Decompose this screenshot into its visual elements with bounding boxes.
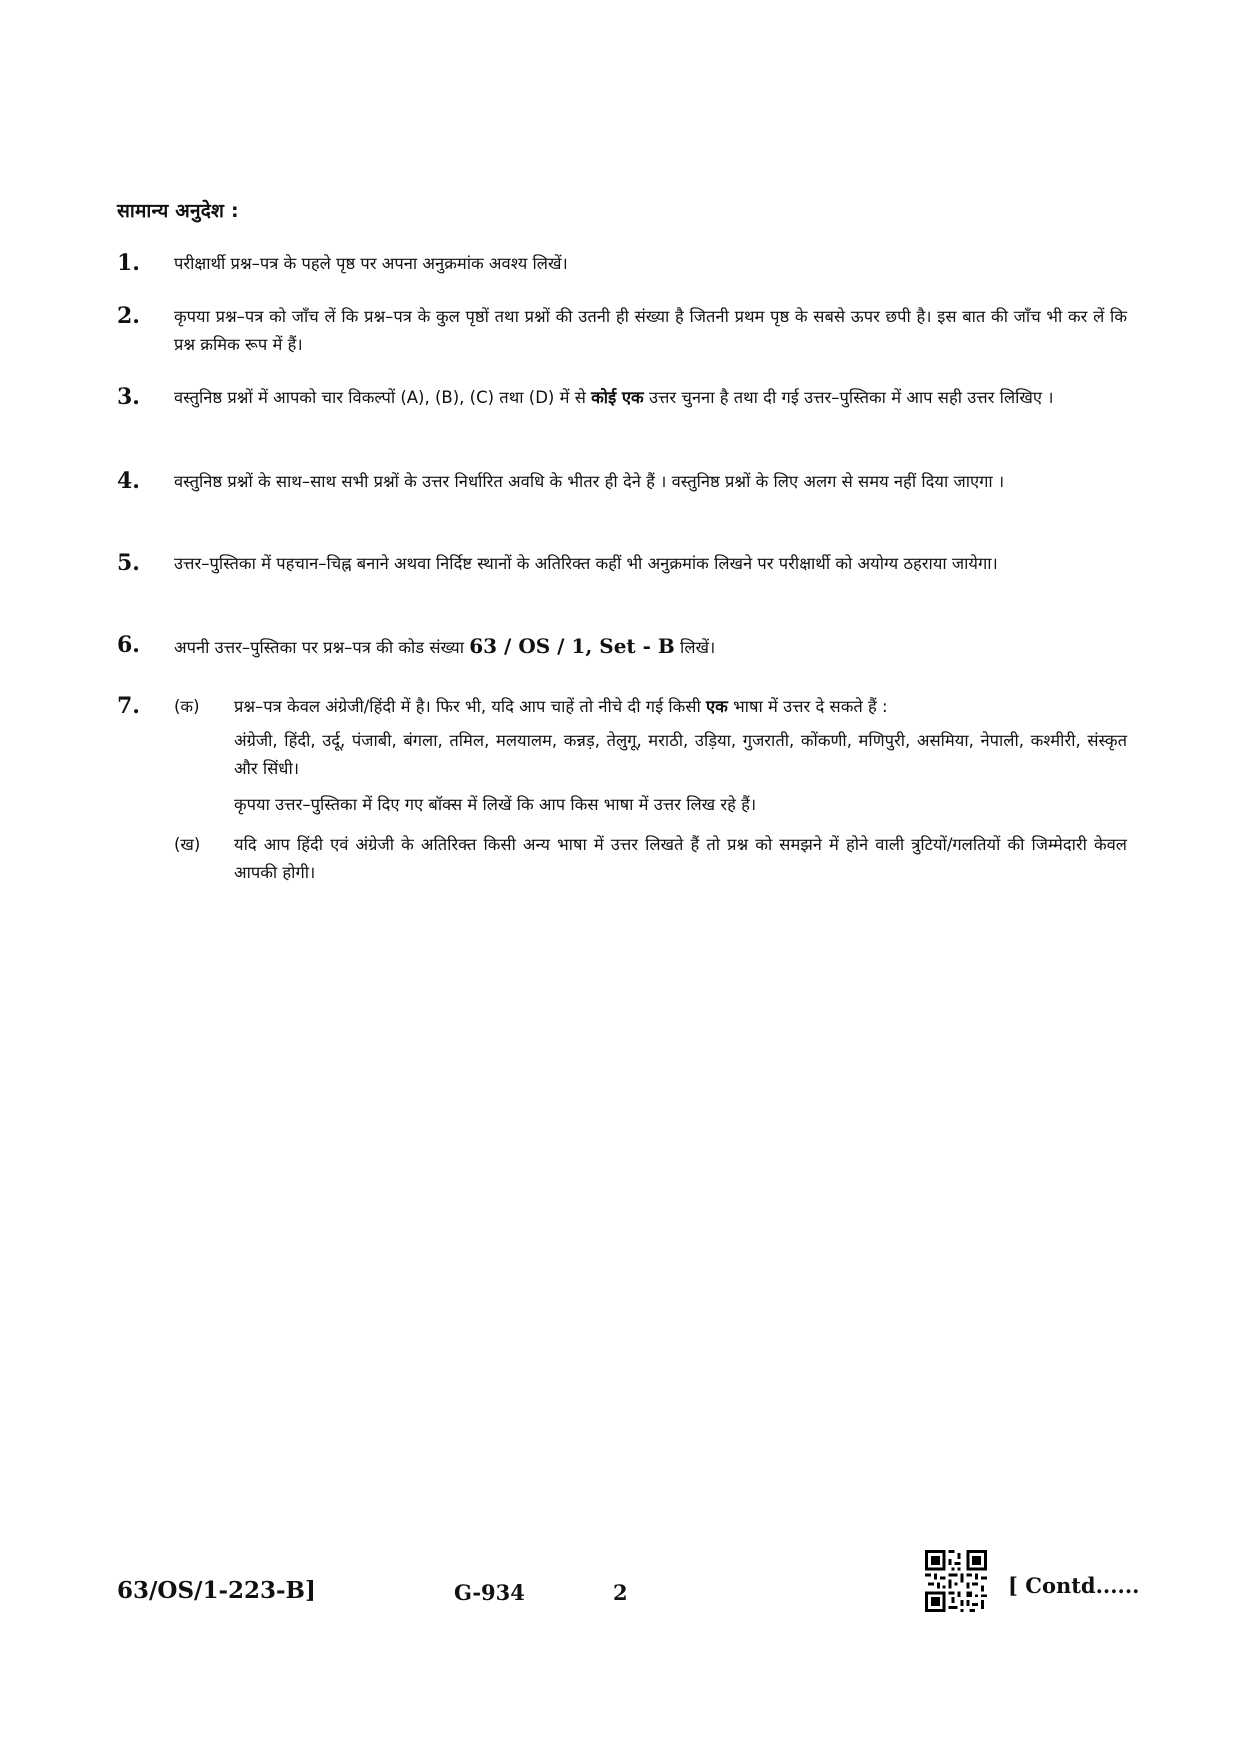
sub-instruction-label: (क) bbox=[174, 697, 200, 716]
page-number: 2 bbox=[613, 1580, 628, 1605]
emphasis-text: एक bbox=[706, 697, 728, 716]
instruction-text: उत्तर–पुस्तिका में पहचान–चिह्न बनाने अथवा निर्दिष्ट स्थानों के अतिरिक्त कहीं भी अनुक्रमांक लिखने पर परीक्षार्थी को अयोग्य ठहराया जायेगा। bbox=[174, 554, 998, 573]
general-instructions-heading: सामान्य अनुदेश : bbox=[117, 200, 239, 222]
instruction-number: 3. bbox=[117, 384, 140, 410]
qr-code-icon bbox=[925, 1550, 987, 1612]
instruction-text: कृपया प्रश्न–पत्र को जाँच लें कि प्रश्न–पत्र के कुल पृष्ठों तथा प्रश्नों की उतनी ही संख्या है जितनी प्रथम पृष्ठ के सबसे ऊपर छपी है। इस बात की जाँच भी कर लें कि प्रश्न क्रमिक रूप में हैं। bbox=[174, 307, 1127, 354]
instruction-text-part: लिखें। bbox=[674, 638, 716, 657]
instruction-item-7 bbox=[117, 693, 1127, 893]
text-part: भाषा में उत्तर दे सकते हैं : bbox=[727, 697, 888, 716]
continued-label: [ Contd...... bbox=[1008, 1573, 1140, 1598]
instruction-text-part: अपनी उत्तर–पुस्तिका पर प्रश्न–पत्र की कोड संख्या bbox=[174, 638, 470, 657]
sub-instruction-text: यदि आप हिंदी एवं अंग्रेजी के अतिरिक्त किसी अन्य भाषा में उत्तर लिखते हैं तो प्रश्न को समझने में होने वाली त्रुटियों/गलतियों की जिम्मेदारी केवल आपकी होगी। bbox=[234, 835, 1127, 882]
emphasis-text: कोई एक bbox=[591, 388, 644, 407]
instruction-text: वस्तुनिष्ठ प्रश्नों के साथ–साथ सभी प्रश्नों के उत्तर निर्धारित अवधि के भीतर ही देने हैं । वस्तुनिष्ठ प्रश्नों के लिए अलग से समय नहीं दिया जाएगा । bbox=[174, 472, 1005, 491]
sub-instruction-text bbox=[234, 693, 1127, 819]
instruction-text: परीक्षार्थी प्रश्न–पत्र के पहले पृष्ठ पर अपना अनुक्रमांक अवश्य लिखें। bbox=[174, 254, 568, 273]
sub-instruction-label: (ख) bbox=[174, 835, 201, 854]
instruction-text bbox=[174, 384, 1127, 412]
instruction-number: 5. bbox=[117, 550, 140, 576]
instruction-number: 7. bbox=[117, 693, 140, 719]
language-box-note: कृपया उत्तर–पुस्तिका में दिए गए बॉक्स में लिखें कि आप किस भाषा में उत्तर लिख रहे हैं। bbox=[234, 795, 757, 814]
paper-code-inline: 63 / OS / 1, Set - B bbox=[469, 634, 675, 658]
language-option-line bbox=[234, 693, 1127, 721]
instruction-number: 4. bbox=[117, 468, 140, 494]
paper-code: 63/OS/1-223-B] bbox=[117, 1577, 316, 1604]
instruction-number: 1. bbox=[117, 250, 140, 276]
languages-list: अंग्रेजी, हिंदी, उर्दू, पंजाबी, बंगला, तमिल, मलयालम, कन्नड़, तेलुगू, मराठी, उड़िया, गुजराती, कोंकणी, मणिपुरी, असमिया, नेपाली, कश्मीरी, संस्कृत और सिंधी। bbox=[234, 731, 1127, 778]
text-part: प्रश्न–पत्र केवल अंग्रेजी/हिंदी में है। फिर भी, यदि आप चाहें तो नीचे दी गई किसी bbox=[234, 697, 707, 716]
instruction-number: 2. bbox=[117, 303, 140, 329]
series-code: G-934 bbox=[454, 1580, 525, 1605]
instruction-number: 6. bbox=[117, 632, 140, 658]
instruction-text-part: वस्तुनिष्ठ प्रश्नों में आपको चार विकल्पों (A), (B), (C) तथा (D) में से bbox=[174, 388, 592, 407]
instruction-text bbox=[174, 632, 1127, 662]
instruction-text-part: उत्तर चुनना है तथा दी गई उत्तर–पुस्तिका में आप सही उत्तर लिखिए । bbox=[643, 388, 1054, 407]
